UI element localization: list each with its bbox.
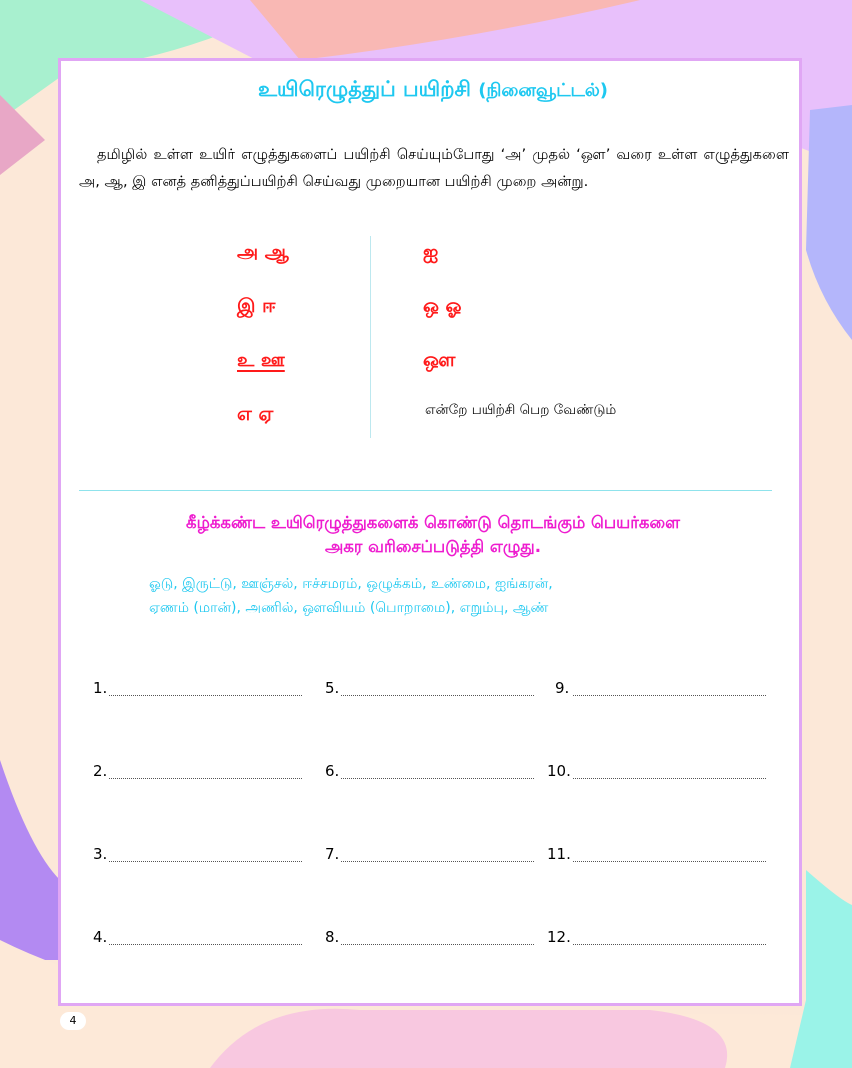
- answer-number: 8.: [325, 928, 340, 946]
- answer-blank[interactable]: [109, 861, 302, 862]
- answer-line-10[interactable]: [547, 762, 767, 784]
- answer-line-3[interactable]: [93, 845, 303, 867]
- answer-line-5[interactable]: [325, 679, 535, 701]
- answer-number: 11.: [547, 845, 571, 863]
- answer-number: 4.: [93, 928, 108, 946]
- answer-number: 7.: [325, 845, 340, 863]
- answer-number: 9.: [555, 679, 570, 697]
- answer-blank[interactable]: [341, 861, 534, 862]
- letter-group-u: உ ஊ: [237, 349, 285, 371]
- intro-paragraph: [79, 141, 789, 195]
- answer-blank[interactable]: [573, 778, 766, 779]
- answer-number: 2.: [93, 762, 108, 780]
- answer-blank[interactable]: [341, 944, 534, 945]
- answer-number: 1.: [93, 679, 108, 697]
- intro-text: தமிழில் உள்ள உயிர் எழுத்துகளைப் பயிற்சி செய்யும்போது ‘அ’ முதல் ‘ஔ’ வரை உள்ள எழுத்துகளை அ, ஆ, இ எனத் தனித்துப்பயிற்சி செய்வது முறையான பயிற்சி முறை அன்று.: [79, 146, 789, 190]
- page-number: 4: [60, 1012, 86, 1030]
- answer-number: 3.: [93, 845, 108, 863]
- title-subtitle: (நினைவூட்டல்): [478, 80, 609, 101]
- answer-number: 6.: [325, 762, 340, 780]
- answer-line-7[interactable]: [325, 845, 535, 867]
- answer-blank[interactable]: [573, 861, 766, 862]
- answer-line-9[interactable]: [555, 679, 767, 701]
- letter-group-au: ஔ: [423, 349, 456, 371]
- answer-line-4[interactable]: [93, 928, 303, 950]
- word-list: [149, 572, 769, 620]
- answer-line-12[interactable]: [547, 928, 767, 950]
- letter-group-a: அ ஆ: [237, 241, 289, 263]
- letter-group-i: இ ஈ: [237, 295, 276, 317]
- answer-number: 10.: [547, 762, 571, 780]
- exercise-instruction: [61, 511, 805, 559]
- word-list-line-2: ஏணம் (மான்), அணில், ஔவியம் (பொறாமை), எறும்பு, ஆண்: [149, 600, 549, 616]
- word-list-line-1: ஓடு, இருட்டு, ஊஞ்சல், ஈச்சமரம், ஒழுக்கம், உண்மை, ஐங்கரன்,: [149, 576, 553, 592]
- answer-blank[interactable]: [109, 944, 302, 945]
- answer-blank[interactable]: [341, 778, 534, 779]
- letter-group-e: எ ஏ: [237, 403, 274, 425]
- answer-blank[interactable]: [109, 778, 302, 779]
- answer-line-2[interactable]: [93, 762, 303, 784]
- answer-blank[interactable]: [573, 944, 766, 945]
- letters-note: என்றே பயிற்சி பெற வேண்டும்: [425, 402, 617, 418]
- answer-blank[interactable]: [341, 695, 534, 696]
- title-text: உயிரெழுத்துப் பயிற்சி: [257, 77, 471, 101]
- answer-blank[interactable]: [573, 695, 766, 696]
- answer-number: 12.: [547, 928, 571, 946]
- answer-line-6[interactable]: [325, 762, 535, 784]
- instruction-line-2: அகர வரிசைப்படுத்தி எழுது.: [325, 537, 541, 556]
- answer-blank[interactable]: [109, 695, 302, 696]
- answer-line-8[interactable]: [325, 928, 535, 950]
- letter-group-o: ஒ ஓ: [423, 295, 462, 317]
- vertical-divider: [370, 236, 371, 438]
- answer-line-11[interactable]: [547, 845, 767, 867]
- horizontal-divider: [79, 490, 772, 491]
- instruction-line-1: கீழ்க்கண்ட உயிரெழுத்துகளைக் கொண்டு தொடங்கும் பெயர்களை: [186, 513, 680, 532]
- answer-number: 5.: [325, 679, 340, 697]
- answer-line-1[interactable]: [93, 679, 303, 701]
- worksheet-panel: [58, 58, 802, 1006]
- letter-group-ai: ஐ: [423, 241, 439, 263]
- page-title: [61, 77, 805, 104]
